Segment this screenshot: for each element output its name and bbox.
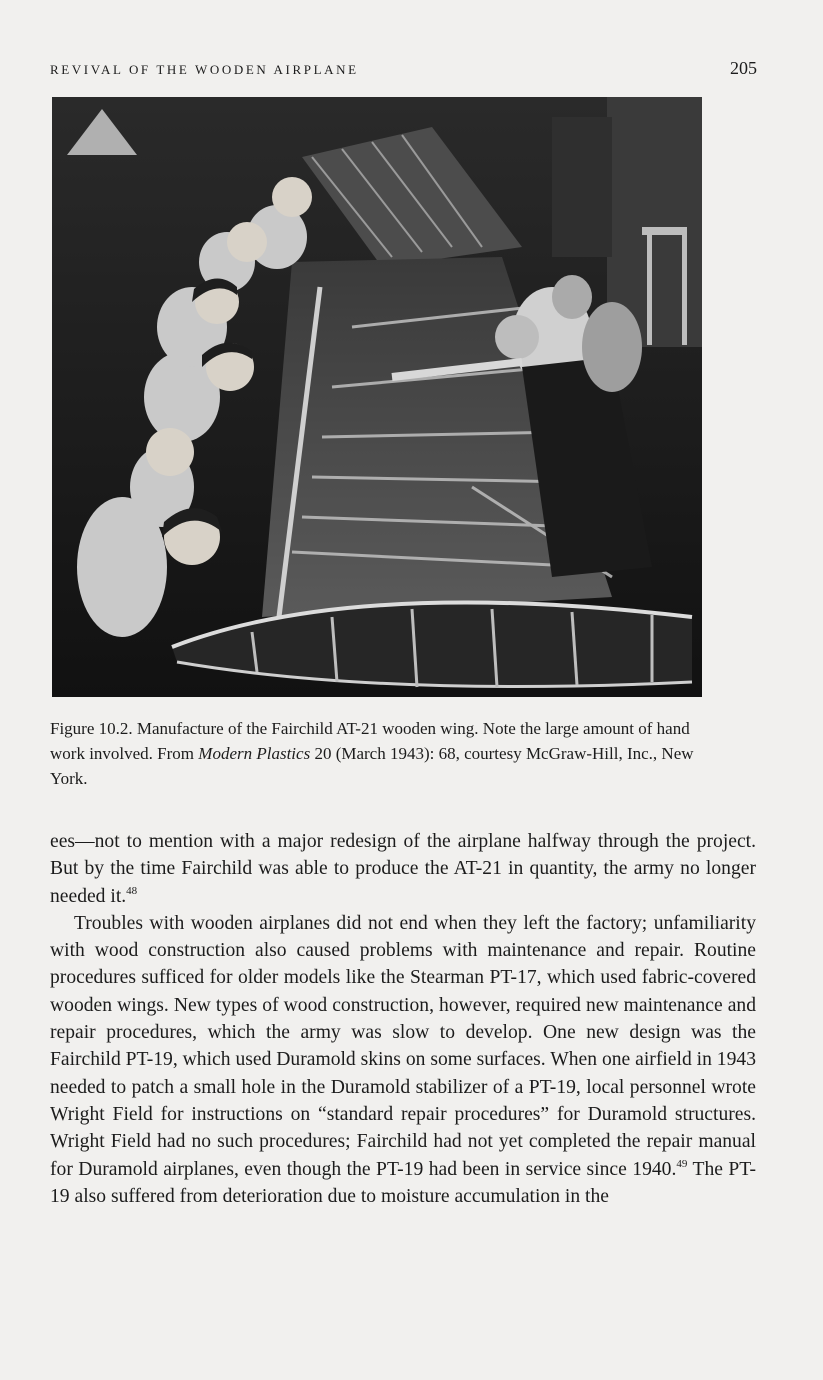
footnote-ref-49: 49 <box>676 1157 688 1170</box>
paragraph-2-text-cont: The PT-19 also suffered from deterioration due to moisture accumulation in the <box>50 1158 757 1207</box>
caption-text-1: Figure 10.2. Manufacture of the Fairchild AT-21 wooden wing. Note the large amount of hand work involved. From <box>50 719 690 763</box>
paragraph-2-text: Troubles with wooden airplanes did not end when they left the factory; unfamiliarity with wood construction also caused problems with maintenance and repair. Routine procedures sufficed for older models like the Stearman PT-17, which used fabric-covered wooden wings. New types of wood construction, however, required new maintenance and repair procedures, which the army was slow to develop. One new design was the Fairchild PT-19, which used Duramold skins on some surfaces. When one airfield in 1943 needed to patch a small hole in the Duramold stabilizer of a PT-19, local personnel wrote Wright Field for instructions on “standard repair procedures” for Duramold structures. Wright Field had no such procedures; Fairchild had not yet completed the repair manual for Duramold airplanes, even though the PT-19 had been in service since 1940. <box>50 912 756 1180</box>
wing-manufacture-photo <box>52 97 702 697</box>
caption-source-title: Modern Plastics <box>198 744 311 763</box>
caption-text-2: 20 (March 1943): 68, courtesy McGraw-Hill, Inc., New York. <box>50 744 694 788</box>
running-head: REVIVAL OF THE WOODEN AIRPLANE <box>50 62 359 77</box>
figure-photo <box>52 97 702 697</box>
body-text <box>50 828 756 1210</box>
footnote-ref-48: 48 <box>126 884 138 897</box>
figure-caption <box>50 716 710 791</box>
paragraph-1-text: ees—not to mention with a major redesign of the airplane halfway through the project. But by the time Fairchild was able to produce the AT-21 in quantity, the army no longer needed it. <box>50 831 756 907</box>
paragraph-2 <box>50 910 756 1210</box>
paragraph-1 <box>50 828 756 910</box>
page-number: 205 <box>730 58 757 78</box>
